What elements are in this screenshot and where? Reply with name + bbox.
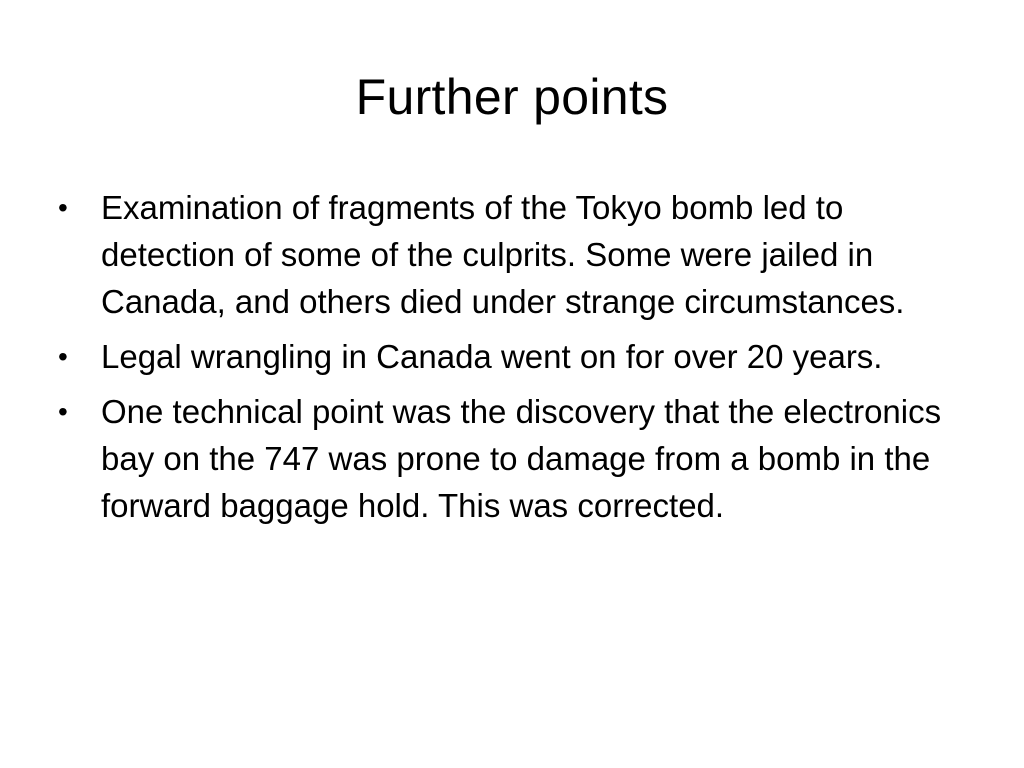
slide-title: Further points bbox=[355, 69, 669, 125]
bullet-item bbox=[58, 184, 958, 325]
bullet-text: Examination of fragments of the Tokyo bomb led to detection of some of the culprits. Some were jailed in Canada, and others died under strange circumstances. bbox=[101, 189, 905, 320]
bullet-icon: • bbox=[58, 341, 68, 372]
bullet-text: One technical point was the discovery that the electronics bay on the 747 was prone to damage from a bomb in the forward baggage hold. This was corrected. bbox=[101, 393, 942, 524]
bullet-icon: • bbox=[58, 192, 68, 223]
bullet-icon: • bbox=[58, 396, 68, 427]
bullet-item bbox=[58, 333, 958, 380]
bullet-list bbox=[58, 184, 958, 537]
bullet-text: Legal wrangling in Canada went on for over 20 years. bbox=[101, 338, 883, 375]
bullet-item bbox=[58, 388, 958, 529]
